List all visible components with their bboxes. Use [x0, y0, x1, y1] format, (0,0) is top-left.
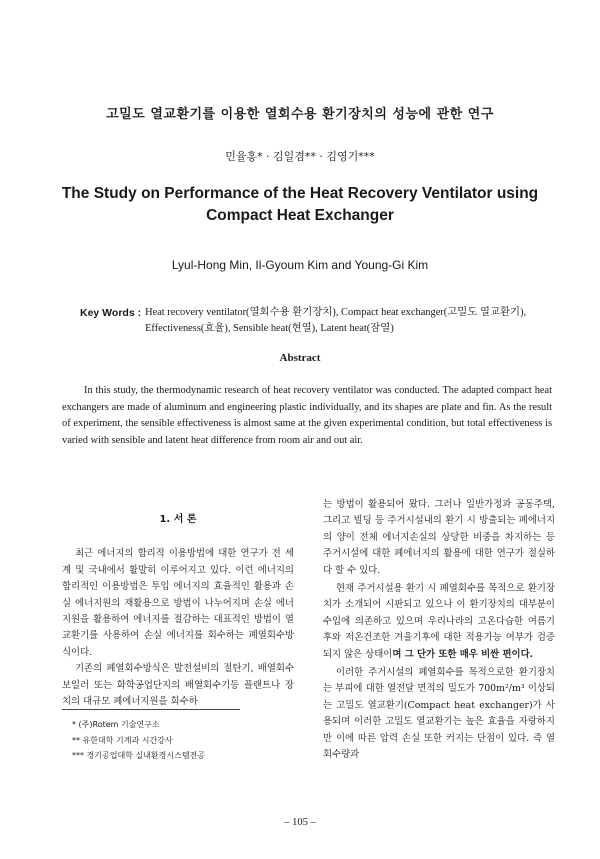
left-column — [62, 512, 294, 710]
keywords-block — [80, 305, 550, 337]
section-heading-introduction: 1. 서 론 — [159, 514, 197, 525]
footnotes — [72, 717, 302, 764]
footnote: ** 유한대학 기계과 시간강사 — [72, 735, 173, 745]
footnote-divider — [62, 709, 240, 710]
intro-paragraph: 기존의 폐열회수방식은 발전설비의 절탄기, 배열회수 보일러 또는 화학공업단지의 배열회수기등 플랜트나 장치의 대규모 폐에너지원을 회수하 — [62, 663, 294, 708]
page-number: – 105 – — [284, 817, 316, 828]
paper-title-korean: 고밀도 열교환기를 이용한 열회수용 환기장치의 성능에 관한 연구 — [106, 107, 494, 122]
body-paragraph-text: 현재 주거시설용 환기 시 폐열회수를 목적으로 환기장치가 소개되어 시판되고 있으나 이 환기장치의 대부분이 수입에 의존하고 있으며 우리나라의 고온다습한 여름기후와 저온건조한 겨울기후에 대한 적용가능 여부가 검증되지 않은 상태이 — [323, 583, 555, 660]
body-paragraph — [323, 581, 555, 663]
abstract-heading: Abstract — [279, 352, 321, 364]
abstract-text: In this study, the thermodynamic research of heat recovery ventilator was conducted. The adapted compact heat exchangers are made of aluminum and engineering plastic individually, and its shapes are plate and fin. As the result of experiment, the sensible effectiveness is almost same at the given experimental condition, but total effectiveness is varied with sensible and latent heat difference from room air and out air. — [62, 385, 552, 446]
body-paragraph-bold-text: 며 그 단가 또한 매우 비싼 편이다. — [392, 648, 533, 660]
keywords-text: Heat recovery ventilator(열회수용 환기장치), Compact heat exchanger(고밀도 열교환기), Effectiveness(효율), Sensible heat(현열), Latent heat(잠열) — [145, 307, 527, 334]
intro-paragraph: 최근 에너지의 합리적 이용방법에 대한 연구가 전 세계 및 국내에서 활발히 이루어지고 있다. 이런 에너지의 합리적인 이용방법은 투입 에너지의 효율적인 활용과 손실 에너지원의 재활용으로 방법이 나누어지며 손실 에너지원을 활용하여 에너지를 절감하는 대표적인 방법이 열교환기를 사용하여 손실 에너지를 회수하는 폐열회수방식이다. — [62, 548, 294, 658]
footnote: * (주)Rotem 기술연구소 — [72, 720, 160, 729]
authors-korean: 민율홍* · 김일겸** · 김영기*** — [225, 150, 375, 163]
body-paragraph: 이러한 주거시설의 폐열회수를 목적으로한 환기장치는 부피에 대한 열전달 면적의 밀도가 700m²/m³ 이상되는 고밀도 열교환기(Compact heat exchanger)가 사용되며 이러한 고밀도 열교환기는 높은 효율을 자랑하지만 이에 따른 압력 손실 또한 커지는 단점이 있다. 즉 열회수량과 — [323, 667, 555, 761]
footnote: *** 경기공업대학 실내환경시스템전공 — [72, 751, 206, 760]
keywords-label: Key Words : — [80, 307, 142, 319]
right-column — [323, 497, 555, 764]
authors-english: Lyul-Hong Min, Il-Gyoum Kim and Young-Gi Kim — [171, 258, 429, 272]
body-paragraph: 는 방법이 활용되어 왔다. 그러나 일반가정과 공동주택, 그리고 빌딩 등 주거시설내의 환기 시 방출되는 폐에너지의 양이 전체 에너지손실의 상당한 비중을 차지하는 등 주거시설에 대한 폐에너지의 활용에 대한 연구가 절실하다 할 수 있다. — [323, 499, 555, 576]
paper-title-english: The Study on Performance of the Heat Recovery Ventilator using Compact Heat Exchanger — [61, 185, 539, 224]
